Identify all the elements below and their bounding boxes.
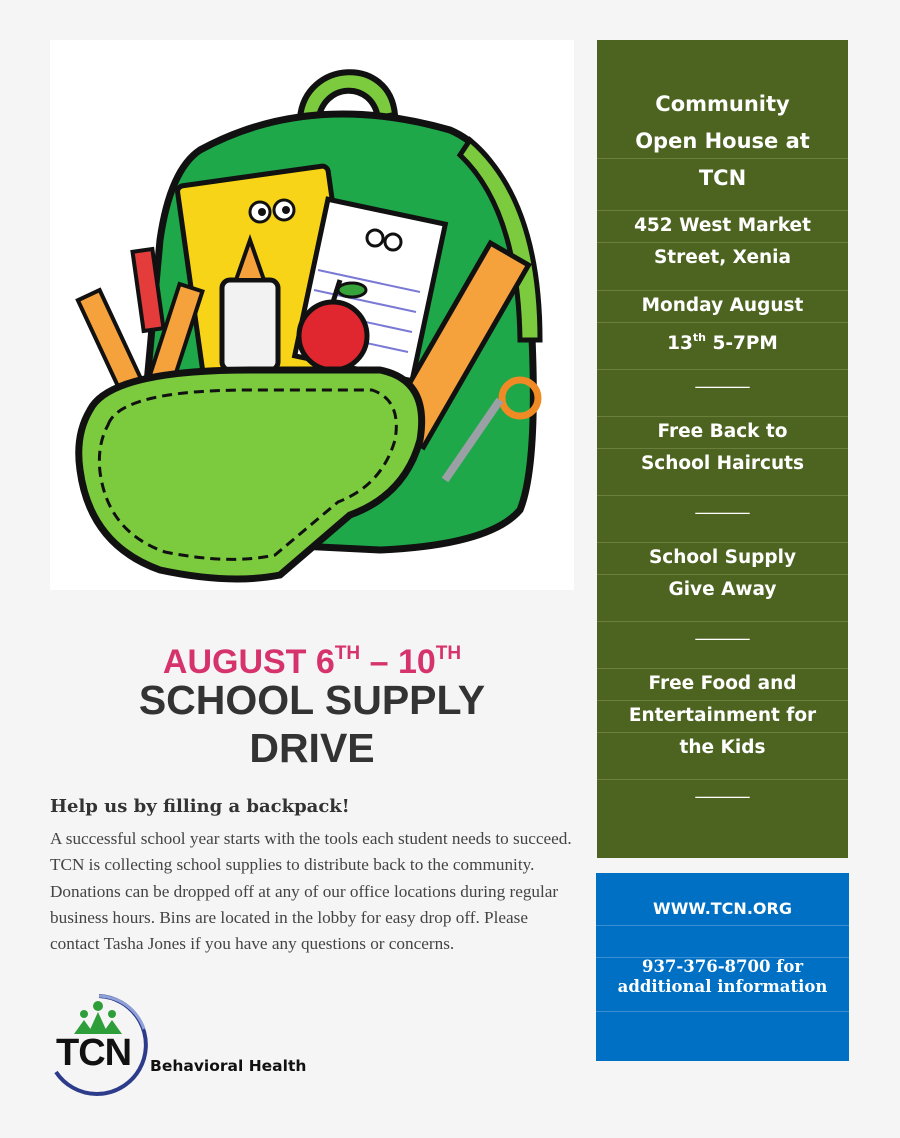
date-day-suffix: th [692,331,706,344]
supply-line-1: School Supply [648,547,797,568]
event-title [597,86,848,197]
date-line-2 [597,322,848,360]
title-line-1: SCHOOL SUPPLY [138,677,486,723]
title-line-2: DRIVE [249,725,375,771]
food-line-1: Free Food and [648,673,797,694]
contact-divider [596,1011,849,1012]
phone-line-2: additional information [617,977,828,996]
supply-giveaway-item [597,542,848,606]
separator: ______ [695,368,750,389]
food-item [597,668,848,764]
haircuts-line-2: School Haircuts [640,453,805,474]
supply-line-2: Give Away [668,579,777,600]
event-date [597,290,848,360]
event-title-line-2: Open House at [635,129,810,153]
page-title [50,676,574,772]
logo-subtitle: Behavioral Health [150,1057,307,1075]
logo-name: TCN [56,1032,132,1074]
event-info-panel [597,40,848,858]
separator: ______ [695,620,750,641]
haircuts-line-1: Free Back to [657,421,788,442]
dates-start-suffix: TH [334,643,361,664]
haircuts-item [597,416,848,480]
dates-start: AUGUST 6 [162,643,335,681]
dates-end-suffix: TH [435,643,462,664]
address-line-2: Street, Xenia [653,247,791,268]
event-title-line-1: Community [655,92,790,116]
food-line-2: Entertainment for [628,705,817,726]
food-line-3: the Kids [679,737,766,758]
date-day: 13 [667,333,693,354]
website-link[interactable]: WWW.TCN.ORG [653,899,792,918]
event-title-line-3: TCN [698,166,747,190]
address-line-1: 452 West Market [634,215,811,236]
help-title: Help us by filling a backpack! [50,796,350,817]
contact-panel [596,873,849,1061]
backpack-illustration [50,40,574,590]
contact-divider [596,925,849,926]
dates-end: – 10 [360,643,436,681]
phone-info [596,957,849,997]
date-time: 5-7PM [706,333,778,354]
help-body: A successful school year starts with the tools each student needs to succeed. TCN is collecting school supplies to distribute back to the community. Donations can be dropped off at any of our office locations during regular business hours. Bins are located in the lobby for easy drop off. Please contact Tasha Jones if you have any questions or concerns. [50,829,572,954]
phone-line-1: 937-376-8700 for [641,957,804,976]
date-line-1: Monday August [641,295,804,316]
backpack-icon [50,40,574,590]
tcn-logo [48,994,328,1100]
event-address [597,210,848,274]
separator: ______ [695,778,750,799]
separator: ______ [695,494,750,515]
